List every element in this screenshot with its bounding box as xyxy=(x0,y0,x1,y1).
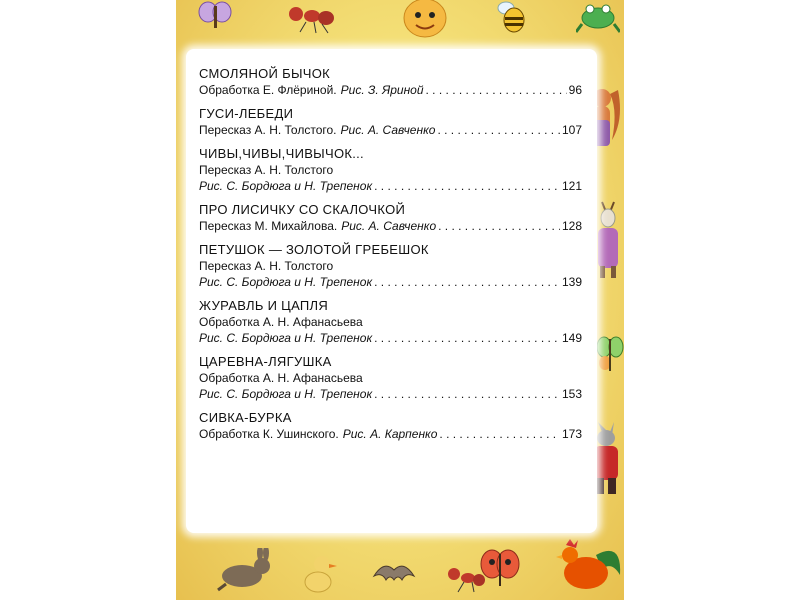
toc-entry-line xyxy=(199,82,582,98)
toc-entry-credit: Обработка К. Ушинского. xyxy=(199,427,339,441)
toc-entry-title: ЦАРЕВНА-ЛЯГУШКА xyxy=(199,354,332,369)
toc-entry-illustrator: Рис. С. Бордюга и Н. Трепенок xyxy=(199,179,373,193)
toc-entry xyxy=(199,242,582,290)
toc-entry-line xyxy=(199,178,582,194)
toc-entry-page: 121 xyxy=(561,179,582,193)
toc-entry-credit: Обработка Е. Флёриной. xyxy=(199,83,337,97)
toc-entry-title: ЖУРАВЛЬ И ЦАПЛЯ xyxy=(199,298,329,313)
toc-entry-title: ГУСИ-ЛЕБЕДИ xyxy=(199,106,294,121)
leader-dots xyxy=(426,82,567,98)
toc-entry-illustrator: Рис. С. Бордюга и Н. Трепенок xyxy=(199,387,373,401)
toc-entry-title: ПЕТУШОК — ЗОЛОТОЙ ГРЕБЕШОК xyxy=(199,242,429,257)
goat-icon xyxy=(594,200,624,280)
leader-dots xyxy=(374,386,560,402)
toc-entry xyxy=(199,298,582,346)
toc-entry-line xyxy=(199,370,582,386)
toc-entry-credit: Пересказ А. Н. Толстого xyxy=(199,259,334,273)
ant-icon xyxy=(286,2,336,36)
leader-dots xyxy=(437,122,560,138)
toc-entry-line xyxy=(199,162,582,178)
rooster-icon xyxy=(556,535,624,597)
toc-entry-illustrator: Рис. С. Бордюга и Н. Трепенок xyxy=(199,275,373,289)
toc-entry-page: 139 xyxy=(561,275,582,289)
toc-entry-illustrator: Рис. З. Яриной xyxy=(340,83,424,97)
toc-entry-credit: Пересказ А. Н. Толстого xyxy=(199,163,334,177)
toc-entry-line xyxy=(199,314,582,330)
toc-entry-credit: Обработка А. Н. Афанасьева xyxy=(199,315,363,329)
toc-entry xyxy=(199,106,582,138)
toc-entry-line xyxy=(199,330,582,346)
toc-entry xyxy=(199,410,582,442)
toc-entry-page: 128 xyxy=(561,219,582,233)
toc-entry-title: ЧИВЫ,ЧИВЫ,ЧИВЫЧОК... xyxy=(199,146,364,161)
hare-icon xyxy=(214,548,274,592)
toc-entry-title: СМОЛЯНОЙ БЫЧОК xyxy=(199,66,331,81)
toc-entry xyxy=(199,202,582,234)
toc-entry-credit: Обработка А. Н. Афанасьева xyxy=(199,371,363,385)
toc-entry-illustrator: Рис. А. Карпенко xyxy=(342,427,438,441)
table-of-contents xyxy=(199,66,582,450)
butterfly-icon xyxy=(198,0,232,34)
toc-entry-credit: Пересказ М. Михайлова. xyxy=(199,219,338,233)
toc-entry-credit: Пересказ А. Н. Толстого. xyxy=(199,123,337,137)
toc-entry-illustrator: Рис. С. Бордюга и Н. Трепенок xyxy=(199,331,373,345)
toc-entry-page: 153 xyxy=(561,387,582,401)
leader-dots xyxy=(439,426,560,442)
toc-entry xyxy=(199,66,582,98)
bat-icon xyxy=(372,560,416,590)
toc-entry-line xyxy=(199,258,582,274)
toc-entry-title: ПРО ЛИСИЧКУ СО СКАЛОЧКОЙ xyxy=(199,202,406,217)
kolobok-icon xyxy=(402,0,448,40)
butterfly-icon xyxy=(596,335,624,375)
toc-entry-line xyxy=(199,426,582,442)
leader-dots xyxy=(374,274,560,290)
toc-panel xyxy=(186,49,597,533)
toc-entry-line xyxy=(199,274,582,290)
toc-entry-illustrator: Рис. А. Савченко xyxy=(340,123,436,137)
toc-entry-title: СИВКА-БУРКА xyxy=(199,410,292,425)
toc-entry-line xyxy=(199,386,582,402)
toc-entry-page: 96 xyxy=(568,83,582,97)
toc-entry-line xyxy=(199,218,582,234)
frog-icon xyxy=(576,0,620,36)
toc-entry xyxy=(199,146,582,194)
toc-entry-illustrator: Рис. А. Савченко xyxy=(341,219,437,233)
book-page xyxy=(176,0,624,600)
leader-dots xyxy=(374,330,560,346)
toc-entry-page: 107 xyxy=(561,123,582,137)
leader-dots xyxy=(374,178,560,194)
butterfly-icon xyxy=(480,548,520,592)
leader-dots xyxy=(438,218,560,234)
duckling-icon xyxy=(302,552,338,596)
bee-icon xyxy=(494,0,532,38)
toc-entry-page: 173 xyxy=(561,427,582,441)
toc-entry-page: 149 xyxy=(561,331,582,345)
toc-entry-line xyxy=(199,122,582,138)
toc-entry xyxy=(199,354,582,402)
